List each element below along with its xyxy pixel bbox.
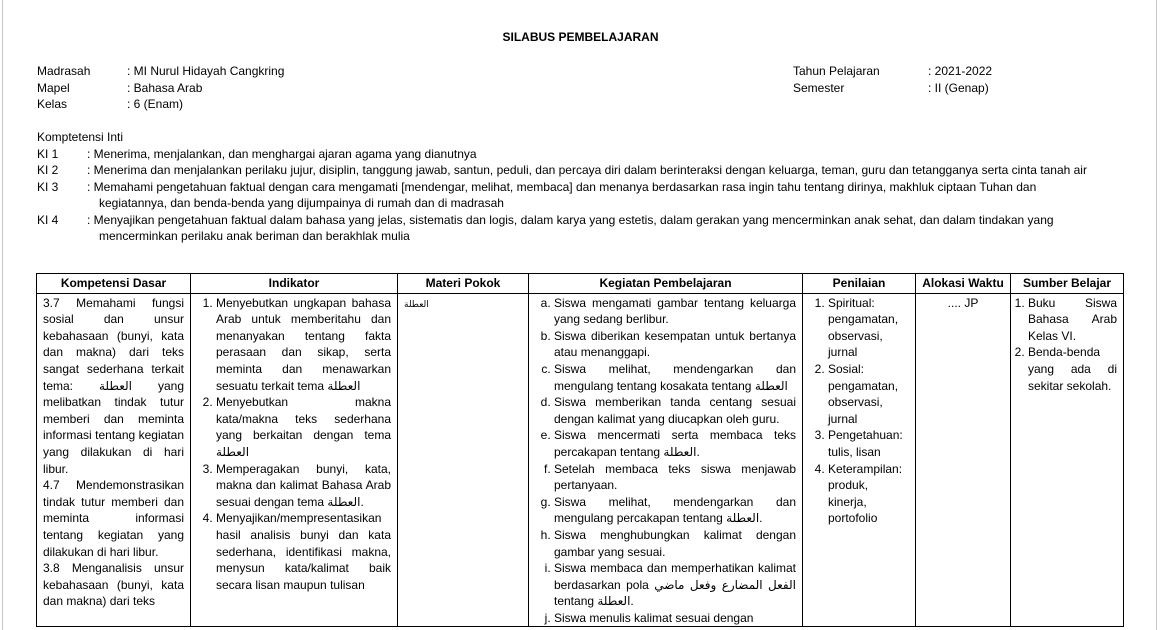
list-item: 4. Menyajikan/mempresentasikan hasil analisis bunyi dan kata sederhana, identifikasi makna, menysun kata/kalimat baik secara lisan maupun tulisan (216, 510, 391, 593)
ki-row (37, 146, 1107, 163)
ki-text: : Menyajikan pengetahuan faktual dalam bahasa yang jelas, sistematis dan logis, dalam karya yang estetis, dalam gerakan yang mencerminkan anak sehat, dan dalam tindakan yang mencerminkan perilaku anak beriman dan berakhlak mulia (87, 212, 1054, 243)
ki-code: KI 3 (37, 179, 59, 194)
table-header-row (37, 274, 1124, 294)
list-item: 2. Menyebutkan makna kata/makna teks sederhana yang berkaitan dengan tema العطلة (216, 394, 391, 460)
ki-text: : Menerima dan menjalankan perilaku jujur, disiplin, tanggung jawab, santun, peduli, dan percaya diri dalam berinteraksi dengan keluarga, teman, guru dan tetangganya serta cinta tanah air (87, 163, 1087, 177)
meta-value: : Bahasa Arab (127, 80, 203, 95)
list-item: h. Siswa menghubungkan kalimat dengan gambar yang sesuai. (554, 527, 796, 560)
kd-item: 3.7 Memahami fungsi sosial dan unsur kebahasaan (bunyi, kata dan makna) dari teks sangat sederhana terkait tema: العطلة yang melibatkan tindak tutur memberi dan meminta informasi tentang kegiatan yang dilakukan di hari libur. (43, 295, 184, 476)
ki-heading: Komptetensi Inti (37, 130, 124, 144)
meta-right (793, 63, 992, 96)
ki-code: KI 2 (37, 163, 59, 177)
kegiatan-list (535, 295, 796, 627)
page-border-left (2, 0, 3, 630)
meta-row-kelas (37, 96, 284, 113)
col-header-alokasi: Alokasi Waktu (916, 274, 1011, 294)
list-item: b. Siswa diberikan kesempatan untuk bertanya atau menanggapi. (554, 328, 796, 361)
col-header-materi-pokok: Materi Pokok (398, 274, 529, 294)
kd-item: 4.7 Mendemonstrasikan tindak tutur memberi dan meminta informasi tentang kegiatan yang dilakukan di hari libur. (43, 478, 184, 559)
meta-value: : MI Nurul Hidayah Cangkring (127, 64, 285, 78)
page-title: SILABUS PEMBELAJARAN (502, 30, 659, 44)
list-item: 1. Spiritual: pengamatan, observasi, jurnal (828, 295, 909, 361)
meta-key: Mapel (37, 80, 70, 95)
list-item: g. Siswa melihat, mendengarkan dan mengulang percakapan tentang العطلة. (554, 494, 796, 527)
cell-kompetensi-dasar (37, 293, 191, 627)
ki-row (37, 162, 1107, 179)
ki-row (37, 179, 1107, 212)
ki-code: KI 4 (37, 212, 59, 227)
ki-code: KI 1 (37, 146, 59, 161)
list-item: i. Siswa membaca dan memperhatikan kalimat berdasarkan pola الفعل المضارع وفعل ماضي tentang العطلة. (554, 560, 796, 610)
cell-penilaian (803, 293, 916, 627)
meta-left (37, 63, 284, 113)
list-item: 3. Memperagakan bunyi, kata, makna dan kalimat Bahasa Arab sesuai dengan tema العطلة. (216, 461, 391, 511)
col-header-sumber: Sumber Belajar (1011, 274, 1124, 294)
meta-row-madrasah (37, 63, 284, 80)
col-header-kegiatan: Kegiatan Pembelajaran (529, 274, 803, 294)
penilaian-list (809, 295, 909, 527)
col-header-indikator: Indikator (191, 274, 398, 294)
meta-row-semester (793, 80, 992, 97)
list-item: 3. Pengetahuan: tulis, lisan (828, 427, 909, 460)
meta-row-mapel (37, 80, 284, 97)
cell-kegiatan (529, 293, 803, 627)
col-header-kompetensi-dasar: Kompetensi Dasar (37, 274, 191, 294)
ki-text: : Menerima, menjalankan, dan menghargai ajaran agama yang dianutnya (87, 146, 477, 161)
table-row (37, 293, 1124, 627)
meta-row-tahun (793, 63, 992, 80)
meta-key: Tahun Pelajaran (793, 64, 880, 78)
list-item: f. Setelah membaca teks siswa menjawab pertanyaan. (554, 461, 796, 494)
meta-key: Semester (793, 80, 845, 95)
list-item: e. Siswa mencermati serta membaca teks percakapan tentang العطلة. (554, 427, 796, 460)
list-item: d. Siswa memberikan tanda centang sesuai dengan kalimat yang diucapkan oleh guru. (554, 394, 796, 427)
kompetensi-inti (37, 129, 1107, 245)
cell-alokasi: .... JP (916, 293, 1011, 627)
page-border-right (1156, 0, 1157, 630)
meta-value: : 6 (Enam) (127, 97, 184, 111)
cell-sumber (1011, 293, 1124, 627)
sumber-list (1017, 295, 1117, 395)
list-item: 2. Sosial: pengamatan, observasi, jurnal (828, 361, 909, 427)
col-header-penilaian: Penilaian (803, 274, 916, 294)
meta-key: Kelas (37, 97, 68, 111)
meta-value: : 2021-2022 (928, 64, 993, 78)
ki-text: : Memahami pengetahuan faktual dengan cara mengamati [mendengar, melihat, membaca] dan menanya berdasarkan rasa ingin tahu tentang dirinya, makhluk ciptaan Tuhan dan kegiatannya, dan benda-benda yang dijumpainya di rumah dan di madrasah (87, 179, 1037, 210)
list-item: c. Siswa melihat, mendengarkan dan mengulang tentang kosakata tentang العطلة (554, 361, 796, 394)
ki-row (37, 212, 1107, 245)
list-item: 4. Keterampilan: produk, kinerja, portofolio (828, 461, 909, 527)
list-item: j. Siswa menulis kalimat sesuai dengan (554, 610, 796, 627)
indikator-list (197, 295, 391, 594)
list-item: 1. Menyebutkan ungkapan bahasa Arab untuk memberitahu dan menanyakan tentang fakta perasaan dan sikap, serta meminta dan menawarkan sesuatu terkait tema العطلة (216, 295, 391, 395)
list-item: 1. Buku Siswa Bahasa Arab Kelas VI. (1028, 295, 1117, 345)
silabus-table (36, 273, 1124, 627)
list-item: a. Siswa mengamati gambar tentang keluarga yang sedang berlibur. (554, 295, 796, 328)
list-item: 2. Benda-benda yang ada di sekitar sekolah. (1028, 344, 1117, 394)
kd-item: 3.8 Menganalisis unsur kebahasaan (bunyi, kata dan makna) dari teks (43, 561, 184, 609)
meta-value: : II (Genap) (928, 80, 989, 95)
cell-materi-pokok (398, 293, 529, 627)
materi-pokok-text: العطلة (404, 299, 429, 310)
cell-indikator (191, 293, 398, 627)
meta-key: Madrasah (37, 64, 91, 78)
